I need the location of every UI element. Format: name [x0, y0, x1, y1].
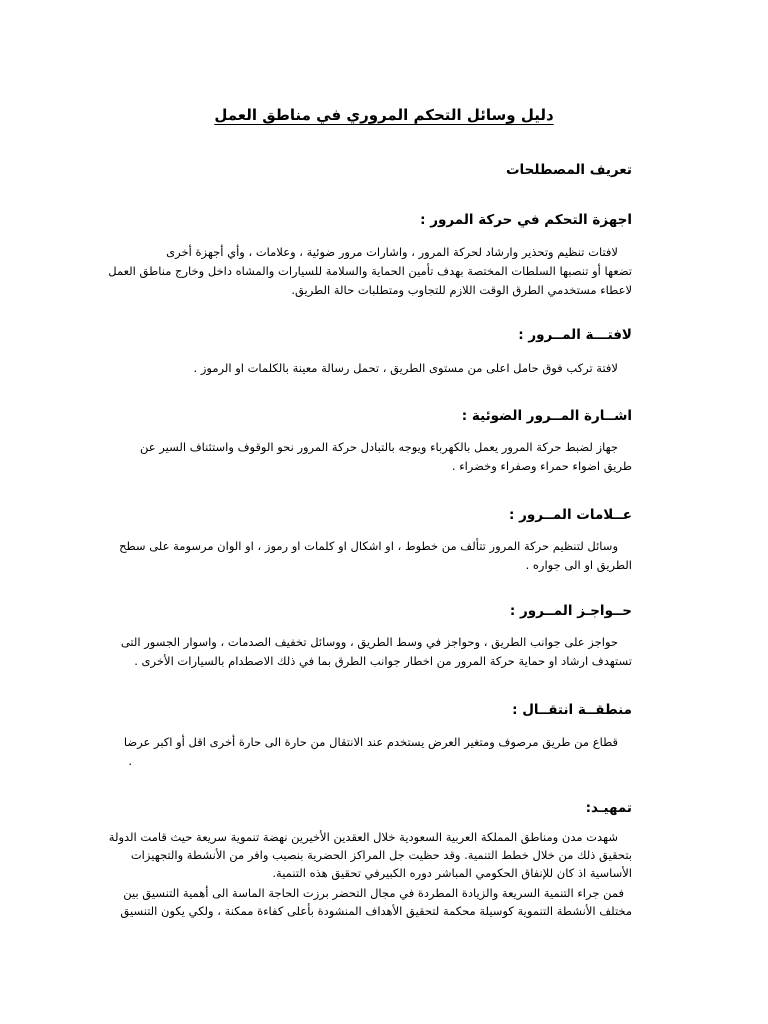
definition-line: . [128, 754, 132, 768]
definition-text-transition-zone [124, 733, 632, 771]
definition-line: لاعطاء مستخدمي الطرق الوقت اللازم للتجاوب ومتطلبات حالة الطريق. [291, 283, 632, 297]
definition-line: لافتات تنظيم وتحذير وارشاد لحركة المرور ، واشارات مرور ضوئية ، وعلامات ، وأي أجهزة أخرى [166, 245, 618, 259]
definition-heading-traffic-control-devices: اجهزة التحكم في حركة المرور : [420, 212, 632, 228]
definition-line: تستهدف ارشاد او حماية حركة المرور من اخطار جوانب الطرق بما في ذلك الاصطدام بالسيارات الأخرى . [134, 654, 632, 668]
definition-line: الطريق او الى جواره . [525, 558, 632, 572]
intro-heading: تمهيـد: [585, 800, 632, 816]
intro-line: شهدت مدن ومناطق المملكة العربية السعودية خلال العقدين الأخيرين نهضة تنموية سريعة حيث قامت الدولة [108, 830, 618, 844]
intro-line: بتحقيق ذلك من خلال خطط التنمية. وقد حظيت جل المراكز الحضرية بنصيب وافر من الأنشطة والتجهيزات [130, 848, 632, 862]
definition-line: طريق اضواء حمراء وصفراء وخضراء . [451, 459, 632, 473]
definition-line: وسائل لتنظيم حركة المرور تتألف من خطوط ، او اشكال او كلمات او رموز ، او الوان مرسومة على سطح [119, 539, 618, 553]
intro-line: مختلف الأنشطة التنموية كوسيلة محكمة لتحقيق الأهداف المنشودة بأعلى كفاءة ممكنة ، ولكي يكون التنسيق [120, 904, 632, 918]
definition-heading-transition-zone: منطقــة انتقــال : [512, 702, 632, 718]
definition-heading-traffic-barriers: حــواجـز المــرور : [509, 603, 632, 619]
definition-line: قطاع من طريق مرصوف ومتغير العرض يستخدم عند الانتقال من حارة الى حارة أخرى اقل أو اكبر عرضا [123, 735, 618, 749]
intro-paragraph-1 [109, 828, 632, 882]
definition-text-traffic-sign [194, 359, 632, 378]
definition-heading-traffic-light: اشــارة المــرور الضوئية : [461, 408, 632, 424]
intro-line: فمن جراء التنمية السريعة والزيادة المطردة في مجال التحضر برزت الحاجة الماسة الى أهمية التنسيق بين [123, 886, 624, 900]
definition-text-traffic-barriers [121, 633, 632, 671]
definition-line: لافتة تركب فوق حامل اعلى من مستوى الطريق ، تحمل رسالة معينة بالكلمات او الرموز . [193, 361, 618, 375]
definition-text-road-markings [119, 537, 632, 575]
intro-line: الأساسية اذ كان للإنفاق الحكومي المباشر دوره الكبيرفي تحقيق هذه التنمية. [272, 866, 632, 880]
definition-line: جهاز لضبط حركة المرور يعمل بالكهرباء ويوجه بالتبادل حركة المرور نحو الوقوف واستئناف السير عن [140, 440, 618, 454]
intro-paragraph-2 [120, 884, 632, 920]
section-title: تعريف المصطلحات [505, 162, 632, 178]
definition-text-traffic-control-devices [108, 243, 632, 300]
definition-line: تضعها أو تنصبها السلطات المختصة بهدف تأمين الحماية والسلامة للسيارات والمشاه داخل وخارج مناطق العمل [108, 264, 632, 278]
definition-heading-road-markings: عــلامات المــرور : [508, 507, 632, 523]
definition-line: حواجز على جوانب الطريق ، وحواجز في وسط الطريق ، ووسائل تخفيف الصدمات ، واسوار الجسور التى [120, 635, 618, 649]
document-title: دليل وسائل التحكم المروري في مناطق العمل [214, 106, 554, 124]
definition-text-traffic-light [140, 438, 632, 476]
definition-heading-traffic-sign: لافتـــة المــرور : [518, 327, 632, 343]
